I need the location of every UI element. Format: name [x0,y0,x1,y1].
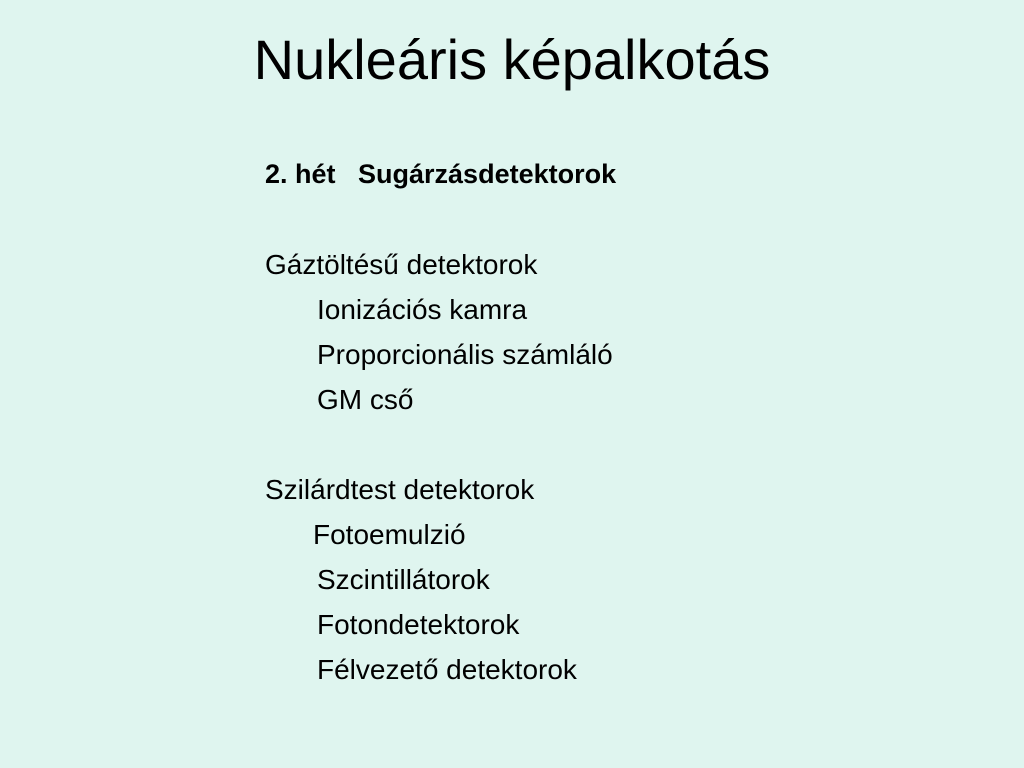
slide-body [265,152,965,692]
section-label-solid-state-detectors: Szilárdtest detektorok [265,474,535,505]
spacer [265,197,965,242]
list-item: Fotondetektorok [317,609,520,640]
list-item: Ionizációs kamra [317,294,528,325]
list-item: Fotoemulzió [313,519,466,550]
week-heading: 2. hét Sugárzásdetektorok [265,159,617,189]
list-item: Félvezető detektorok [317,654,577,685]
slide-title: Nukleáris képalkotás [253,28,771,91]
list-item: Proporcionális számláló [317,339,613,370]
spacer [265,422,965,467]
list-item: Szcintillátorok [317,564,490,595]
list-item: GM cső [317,384,414,415]
section-label-gas-detectors: Gáztöltésű detektorok [265,249,538,280]
